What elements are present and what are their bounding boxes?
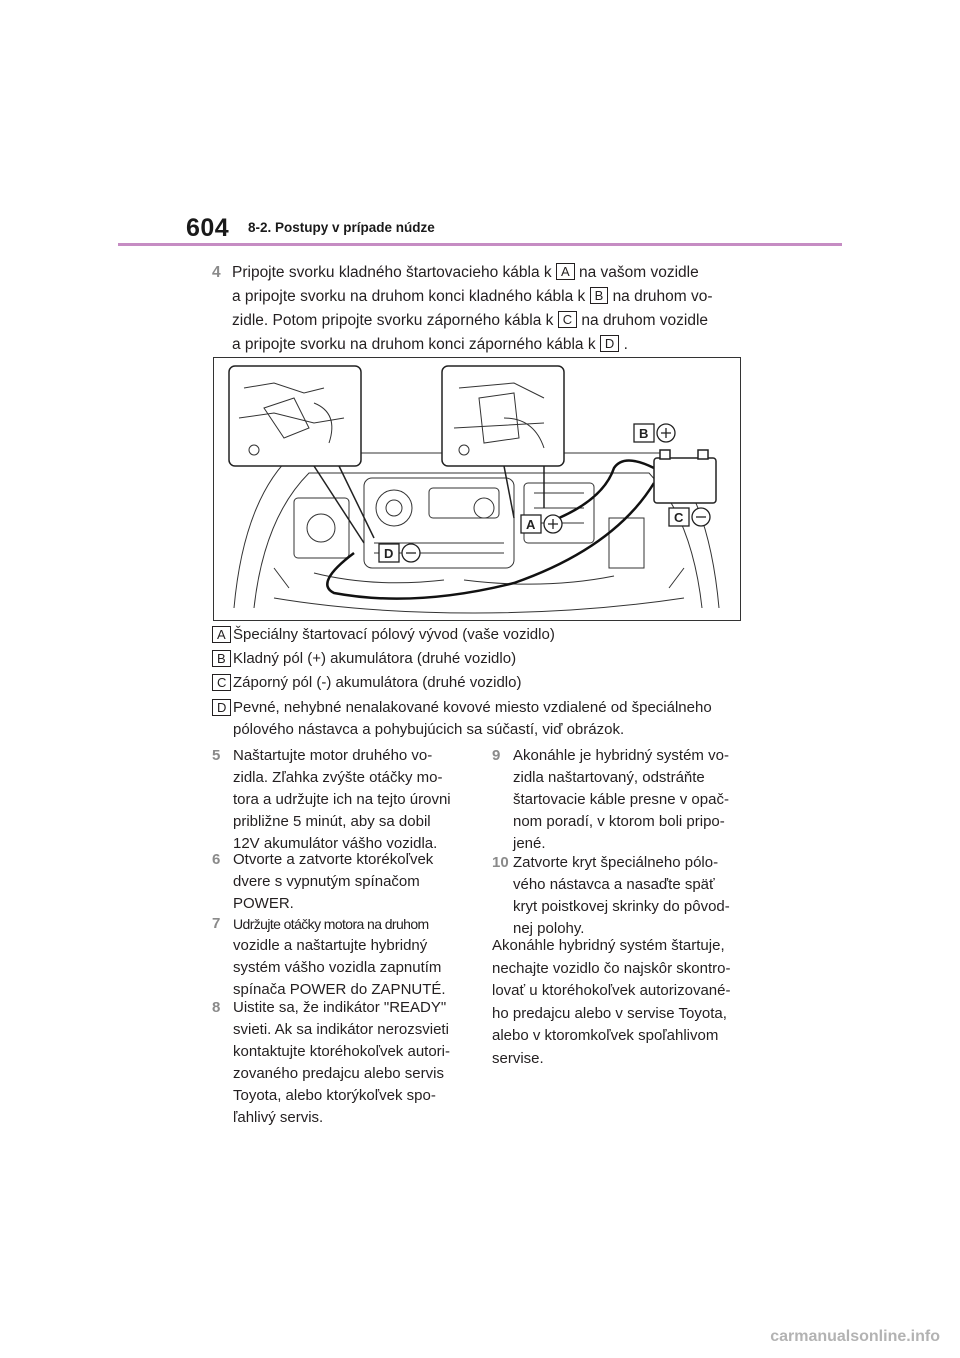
section-title: 8-2. Postupy v prípade núdze — [248, 220, 435, 235]
watermark: carmanualsonline.info — [770, 1328, 940, 1345]
legend-item-a: A Špeciálny štartovací pólový vývod (vaše vozidlo) — [212, 624, 772, 648]
figure-label-d-group — [379, 544, 420, 562]
label-d-inline: D — [600, 335, 619, 352]
jump-start-illustration — [213, 357, 741, 621]
engine-bay-drawing — [214, 358, 740, 620]
label-a-inline: A — [556, 263, 575, 280]
right-column: 9 Akonáhle je hybridný systém vo- zidla naštartovaný, odstráňte štartovacie káble presne v opač- nom poradí, v ktorom boli pripo- jené. 10 Zatvorte kryt špeciálneho pólo- vého nástavca a nasaďte späť kryt poistkovej skrinky do pôvod- nej polohy. Akonáhle hybridný systém štartuje, nechajte vozidlo čo najskôr skontro- lovať u ktoréhokoľvek autorizované- ho predajcu alebo v servise Toyota, alebo v ktoromkoľvek spoľahlivom servise. — [492, 747, 731, 1067]
figure-label-c: C — [674, 510, 684, 525]
step-4-line-4: a pripojte svorku na druhom konci záporného kábla k D . — [232, 336, 628, 353]
step-4-line-2: a pripojte svorku na druhom konci kladného kábla k B na druhom vo- — [232, 288, 713, 305]
figure-label-a-group — [521, 515, 562, 533]
left-column: 5 Naštartujte motor druhého vo- zidla. Zľahka zvýšte otáčky mo- tora a udržujte ich na tejto úrovni približne 5 minút, aby sa dobil 12V akumulátor vášho vozidla. 6 Otvorte a zatvorte ktorékoľvek dvere s vypnutým spínačom POWER. 7 Udržujte otáčky motora na druhom vozidle a naštartujte hybridný systém vášho vozidla zapnutím spínača POWER do ZAPNUTÉ. 8 Uistite sa, že indikátor "READY" svieti. Ak sa indikátor nerozsvieti kontaktujte ktoréhokoľvek autori- zovaného predajcu alebo servis Toyota, alebo ktorýkoľvek spo- ľahlivý servis. — [212, 747, 451, 1126]
step-4-line-3: zidle. Potom pripojte svorku záporného kábla k C na druhom vozidle — [232, 312, 709, 329]
figure-label-b-group — [634, 424, 675, 442]
figure-label-c-group — [669, 508, 710, 526]
figure-label-b: B — [639, 426, 649, 441]
step-4-number: 4 — [212, 264, 221, 281]
page-number: 604 — [186, 214, 230, 242]
legend-item-b: B Kladný pól (+) akumulátora (druhé vozidlo) — [212, 648, 772, 672]
label-b-inline: B — [590, 287, 609, 304]
label-c-inline: C — [558, 311, 577, 328]
step-4-text — [232, 261, 752, 357]
legend-item-c: C Záporný pól (-) akumulátora (druhé vozidlo) — [212, 672, 772, 696]
figure-label-a: A — [526, 517, 536, 532]
legend-item-d: D Pevné, nehybné nenalakované kovové miesto vzdialené od špeciálneho pólového nástavca a pohybujúcich sa súčastí, viď obrázok. — [212, 697, 772, 743]
step-4-line-1: Pripojte svorku kladného štartovacieho kábla k A na vašom vozidle — [232, 264, 699, 281]
figure-label-d: D — [384, 546, 394, 561]
header-rule — [118, 243, 842, 246]
